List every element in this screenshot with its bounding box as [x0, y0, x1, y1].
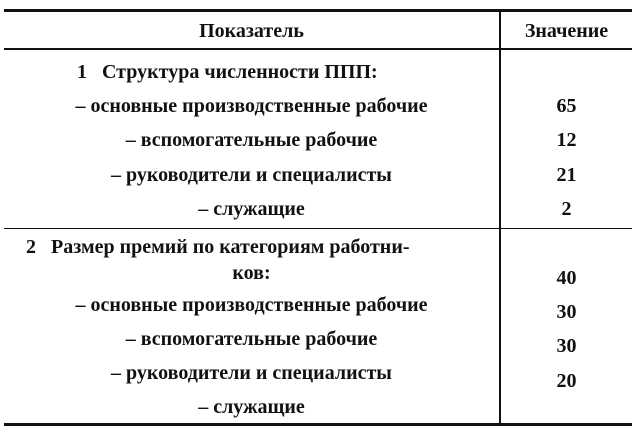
section-1-row-label: – вспомогательные рабочие [125, 129, 378, 151]
column-header-indicator: Показатель [199, 20, 304, 42]
section-2-row-value: 30 [556, 301, 577, 323]
section-2-row-label: – вспомогательные рабочие [125, 328, 378, 350]
section-1-title: Структура численности ППП: [102, 61, 378, 83]
header-divider [4, 48, 632, 50]
section-2-title-line-1: Размер премий по категориям работни- [51, 236, 410, 258]
section-1-row-label: – основные производственные рабочие [75, 95, 428, 117]
section-2-row-value: 20 [556, 370, 577, 392]
section-divider [4, 228, 632, 229]
section-2-title-line-2: ков: [232, 262, 271, 284]
section-2-row-label: – руководители и специалисты [111, 362, 392, 384]
section-2-row-value: 30 [556, 335, 577, 357]
indicator-table [4, 9, 632, 426]
section-1-row-label: – служащие [198, 198, 305, 220]
section-2-row-label: – служащие [198, 396, 305, 418]
section-1-row-value: 65 [556, 95, 577, 117]
section-2-row-value: 40 [556, 267, 577, 289]
section-2-heading [26, 235, 410, 259]
section-1-row-value: 2 [561, 198, 572, 220]
section-1-row-label: – руководители и специалисты [111, 164, 392, 186]
section-2-row-label: – основные производственные рабочие [75, 294, 428, 316]
column-header-value: Значение [524, 20, 609, 42]
section-1-number: 1 [77, 61, 87, 83]
section-2-number: 2 [26, 236, 36, 258]
section-1-row-value: 12 [556, 129, 577, 151]
section-1-heading [77, 60, 378, 84]
section-1-row-value: 21 [556, 164, 577, 186]
